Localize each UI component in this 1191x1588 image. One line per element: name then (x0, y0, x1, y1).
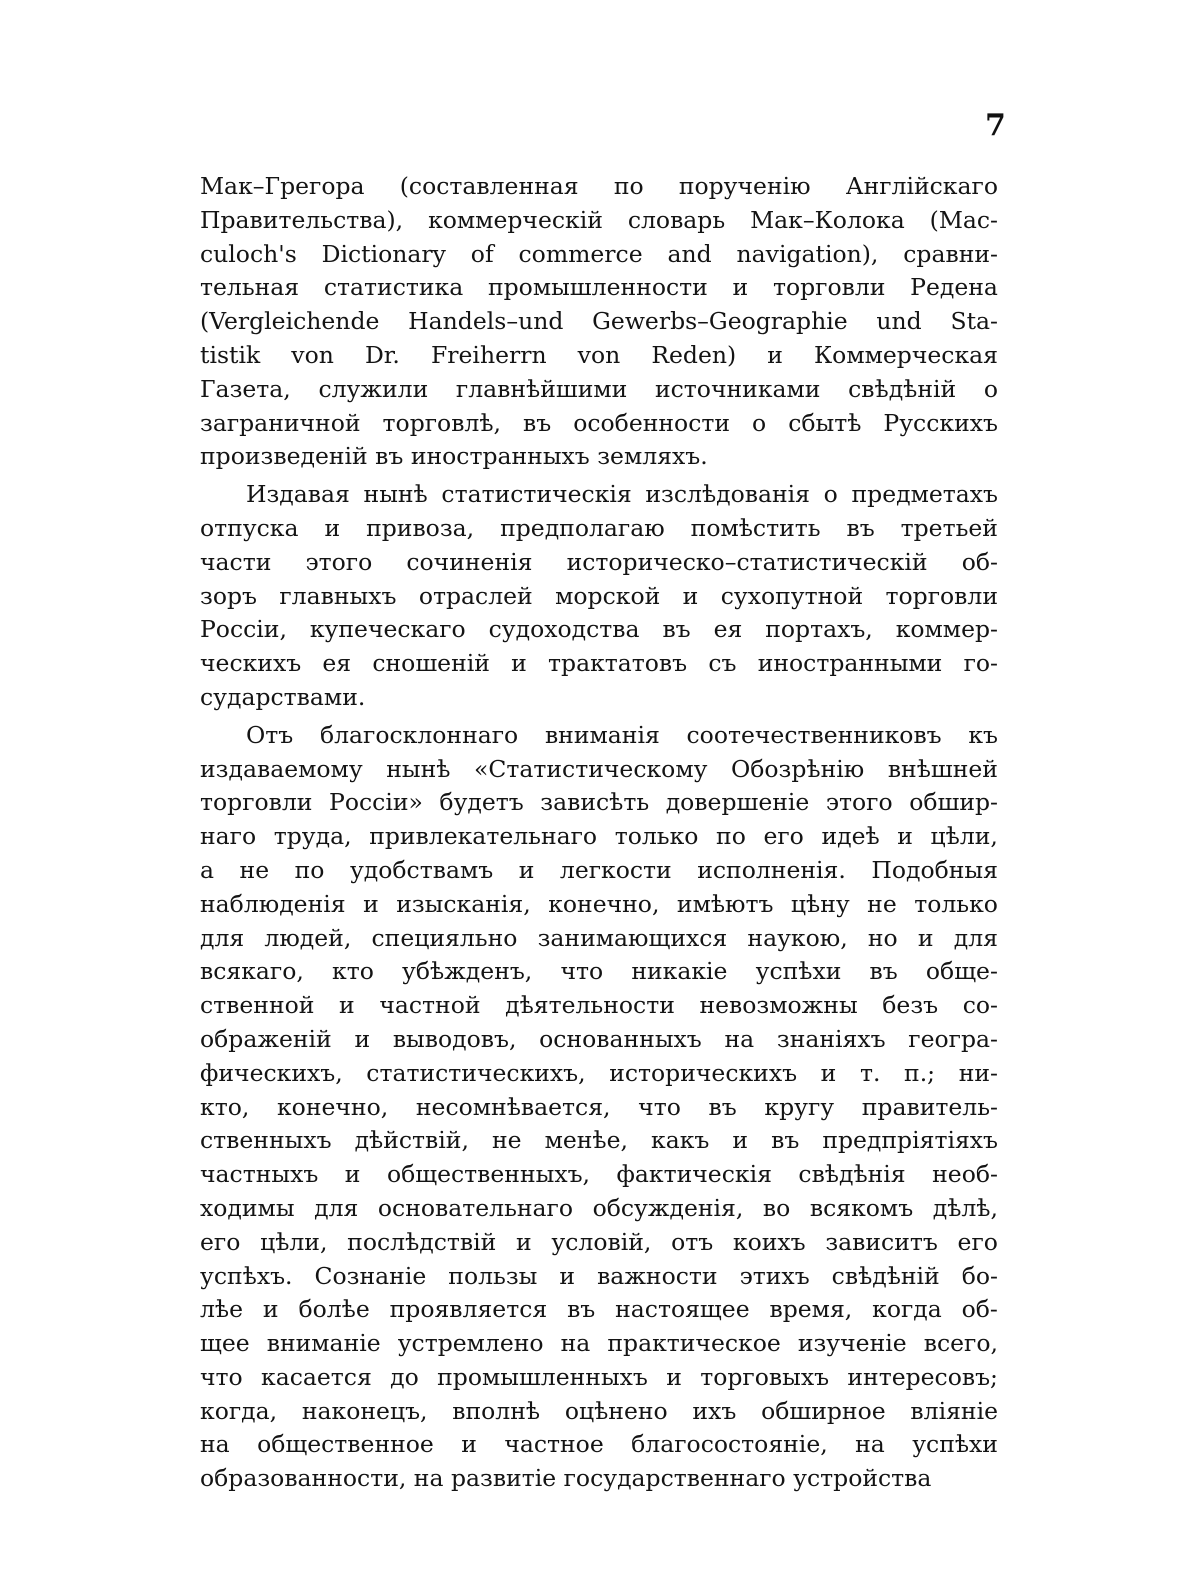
text-line: а не по удобствамъ и легкости исполненія. Подобныя (200, 855, 998, 884)
text-line: для людей, специяльно занимающихся наукою, но и для (200, 923, 998, 952)
text-line: Правительства), коммерческій словарь Мак–Колока (Mac- (200, 205, 998, 234)
text-line: лѣе и болѣе проявляется въ настоящее время, когда об- (200, 1295, 998, 1324)
text-line: tistik von Dr. Freiherrn von Reden) и Коммерческая (200, 340, 998, 369)
text-line: когда, наконецъ, вполнѣ оцѣнено ихъ обширное вліяніе (200, 1396, 998, 1425)
body-text (200, 170, 998, 1500)
text-line: фическихъ, статистическихъ, историческихъ и т. п.; ни- (200, 1058, 998, 1087)
text-line: издаваемому нынѣ «Статистическому Обозрѣнію внѣшней (200, 754, 998, 783)
text-line: образованности, на развитіе государственнаго устройства (200, 1464, 932, 1493)
text-line: ственной и частной дѣятельности невозможны безъ со- (200, 991, 998, 1020)
text-line: наго труда, привлекательнаго только по его идеѣ и цѣли, (200, 822, 998, 851)
text-line: ственныхъ дѣйствій, не менѣе, какъ и въ предпріятіяхъ (200, 1126, 998, 1155)
text-line: ческихъ ея сношеній и трактатовъ съ иностранными го- (200, 649, 998, 678)
text-line: части этого сочиненія историческо–статистическій об- (200, 547, 998, 576)
text-line: тельная статистика промышленности и торговли Редена (200, 273, 998, 302)
paragraph (200, 478, 998, 715)
text-line: (Vergleichende Handels–und Gewerbs–Geographie und Sta- (200, 307, 998, 336)
text-line: успѣхъ. Сознаніе пользы и важности этихъ свѣдѣній бо- (200, 1261, 998, 1290)
text-line: торговли Россіи» будетъ зависѣть довершеніе этого обшир- (200, 788, 998, 817)
text-line: всякаго, кто убѣжденъ, что никакіе успѣхи въ обще- (200, 957, 998, 986)
text-line: Газета, служили главнѣйшими источниками свѣдѣній о (200, 374, 998, 403)
text-line: сударствами. (200, 682, 366, 711)
text-line: Отъ благосклоннаго вниманія соотечественниковъ къ (246, 720, 998, 749)
paragraph (200, 170, 998, 474)
text-line: частныхъ и общественныхъ, фактическія свѣдѣнія необ- (200, 1160, 998, 1189)
text-line: зоръ главныхъ отраслей морской и сухопутной торговли (200, 581, 998, 610)
text-line: ображеній и выводовъ, основанныхъ на знаніяхъ геогра- (200, 1024, 998, 1053)
page-number: 7 (985, 108, 1006, 143)
text-line: Издавая нынѣ статистическія изслѣдованія о предметахъ (246, 480, 998, 509)
text-line: Россіи, купеческаго судоходства въ ея портахъ, коммер- (200, 615, 998, 644)
text-line: кто, конечно, несомнѣвается, что въ кругу правитель- (200, 1092, 998, 1121)
text-line: произведеній въ иностранныхъ земляхъ. (200, 442, 708, 471)
text-line: culoch's Dictionary of commerce and navigation), сравни- (200, 239, 998, 268)
text-line: отпуска и привоза, предполагаю помѣстить въ третьей (200, 513, 998, 542)
text-line: заграничной торговлѣ, въ особенности о сбытѣ Русскихъ (200, 408, 998, 437)
text-line: что касается до промышленныхъ и торговыхъ интересовъ; (200, 1362, 998, 1391)
paragraph (200, 719, 998, 1496)
text-line: его цѣли, послѣдствій и условій, отъ коихъ зависитъ его (200, 1227, 998, 1256)
text-line: наблюденія и изысканія, конечно, имѣютъ цѣну не только (200, 889, 998, 918)
text-line: Мак–Грегора (составленная по порученію Англійскаго (200, 172, 998, 200)
text-line: на общественное и частное благосостояніе, на успѣхи (200, 1430, 998, 1459)
text-line: ходимы для основательнаго обсужденія, во всякомъ дѣлѣ, (200, 1193, 998, 1222)
text-line: щее вниманіе устремлено на практическое изученіе всего, (200, 1329, 998, 1358)
